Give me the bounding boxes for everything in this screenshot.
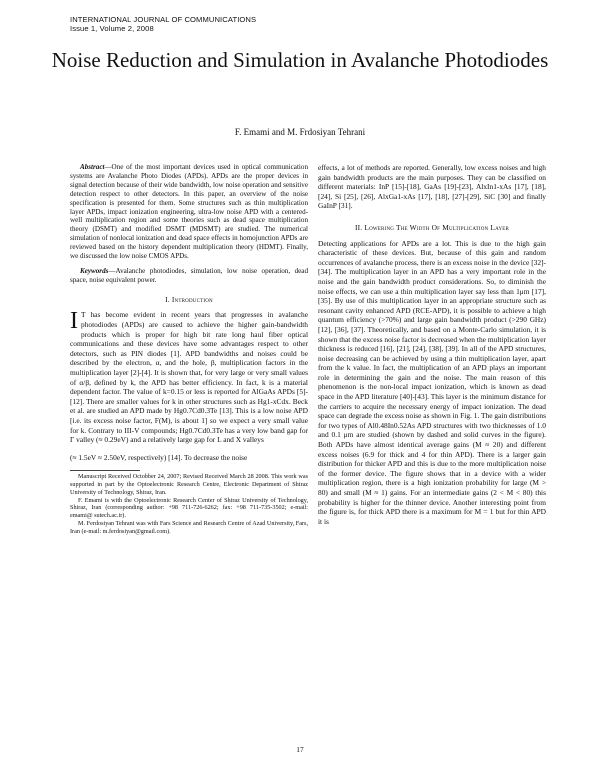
paper-authors: F. Emami and M. Frdosiyan Tehrani — [234, 127, 366, 137]
journal-issue: Issue 1, Volume 2, 2008 — [70, 24, 154, 33]
keywords-label: Keywords — [80, 266, 109, 275]
abstract-label: Abstract — [80, 163, 105, 171]
section2-body: Detecting applications for APDs are a lot. This is due to the high gain characteristic of these devices. But, because of this gain and random occurrences of avalanche process, there is an excess noise in the device [32]-[34]. The multiplication layer in an APD has a very important role in the noise and the gain bandwidth product considerations. So, to diminish the noise effects, we can use a thin multiplication layer say less than 1μm [17], [35]. By use of this multiplication layer in an appropriate structure such as resonant cavity enhanced APD (RCE-APD), it is possible to achieve a high quantum efficiency (>70%) and large gain bandwidth product (>290 GHz) [12], [36], [37]. Theoretically, and based on a Monte-Carlo simulation, it is shown that the excess noise factor is decreased when the multiplication layer thickness is reduced [16], [21], [24], [38], [39]. In all of the APD structures, noise decreasing can be achieved by using a thin multiplication layer, apart from the k value. In fact, the multiplication of an APD plays an important role in determining the gain and the noise. The main reason of this phenomenon is the non-local impact ionization, which is known as dead space in the APD literature [40]-[43]. This layer is the minimum distance for the carriers to acquire the necessary energy of impact ionization. The dead space can degrade the excess noise as shown in Fig. 1. The gain distributions for two types of Al0.48In0.52As APD structures with two thicknesses of 1.0 and 0.1 μm are studied (shown by dashed and solid curves in the figure). Both APDs have almost identical average gains (M ≈ 20) and different excess noises (6.9 for thick and 4 for thin APD). There is a larger gain distribution for thicker APD and this is due to the more multiplication noise of the former device. The figure shows that in a device with a wider multiplication region, there is a high ionization probability for large (M > 80) and small (M ≈ 1) gains. For an intermediate gains (2 < M < 80) this probability is higher for the thinner device. Another interesting point from the figure is, for thick APD there is a maximum for M = 1 but for thin APD it is — [318, 238, 546, 526]
introduction-text: T has become evident in recent years that progresses in avalanche photodiodes (APDs) are caused to achieve the higher gain-bandwidth products which is proper for high bit rate long haul fiber optical communications and these devices have some advantages respect to other detectors, such as PIN diodes [1]. APD bandwidths and noises could be described by the electron, α, and the hole, β, multiplication factors in the multiplication layer [2]-[4]. It is shown that, for very large or very small values of α/β, defined by k, the APD has better efficiency. In fact, k is a material dependent factor. The value of k=0.15 or less is reported for AlGaAs APDs [5]-[12]. There are smaller values for k in other structures such as Hg1-xCdx. Beck et al. are studied an APD made by Hg0.7Cd0.3Te [13]. This is a low noise APD [i.e. its excess noise factor, F(M), is about 1] so we expect a very small value for k. Contrary to III-V compounds; Hg0.7Cd0.3Te has a very low band gap for Γ valley (≈ 0.29eV) and a relatively large gap for L and X valleys — [70, 310, 308, 445]
right-column-lead: effects, a lot of methods are reported. Generally, low excess noises and high gain bandwidth products are the main purposes. They can be classified on different materials: InP [15]-[18], GaAs [19]-[23], AlxIn1-xAs [17], [18], [24], Si [25], [26], AlxGa1-xAs [17], [18], [27]-[29], SiC [30] and finally GaInP [31]. — [318, 163, 546, 211]
right-column — [318, 163, 546, 526]
journal-name: INTERNATIONAL JOURNAL OF COMMUNICATIONS — [70, 15, 257, 24]
footnote-rule — [70, 470, 140, 471]
abstract-text: —One of the most important devices used in optical communication systems are Avalanche Photo Diodes (APDs). APDs are the proper devices in signal detection because of their wide bandwidth, low noise operation and sensitive detection respect to other detectors. In this paper, an overview of the noise specification is presented for them. Some structures such as thin multiplication layer APDs, impact ionization engineering, ultra-low noise APD with a centered-well multiplication region and some theories such as dead space multiplication theory (DSMT) and modified DSMT (MDSMT) are studied. The numerical simulation of nonlocal ionization and dead space effects in homojunction APDs are reviewed based on the history dependent multiplication theory (HDMT). Finally, we discussed the low noise CMOS APDs. — [70, 163, 308, 261]
drop-cap: I — [70, 308, 78, 335]
section-heading-introduction: I. Introduction — [165, 294, 213, 304]
page-number: 17 — [296, 745, 304, 754]
introduction-body — [70, 310, 308, 444]
keywords-text: —Avalanche photodiodes, simulation, low noise operation, dead space, noise equivalent power. — [70, 266, 308, 284]
footnote-author2: M. Ferdosiyan Tehrani was with Fars Science and Research Centre of Azad University, Fars, Iran (e-mail: m.ferdosiyan@gmail.com). — [70, 520, 308, 535]
journal-header — [70, 15, 256, 33]
keywords — [70, 267, 308, 285]
section-heading-lowering-width: II. Lowering The Width Of Multiplication Layer — [354, 222, 510, 232]
footnote-received: Manuscript Received Octobber 24, 2007; Revised Received March 28 2008. This work was supported in part by the Optoelectronic Research Centre, Electronic Department of Shiraz University of Technology, Shiraz, Iran. — [70, 473, 308, 496]
left-column — [70, 163, 308, 536]
footnotes — [70, 470, 308, 535]
introduction-tail: (≈ 1.5eV ≈ 2.50eV, respectively) [14]. To decrease the noise — [70, 452, 248, 462]
paper-title: Noise Reduction and Simulation in Avalanche Photodiodes — [51, 48, 549, 72]
footnote-author1: F. Emami is with the Optoelectronic Research Center of Shiraz University of Technology, Shiraz, Iran (corresponding author: +98 711-726-6262; fax: +98 711-735-3502; e-mail: emami@ sutech.ac.ir). — [70, 496, 308, 520]
abstract — [70, 163, 308, 261]
